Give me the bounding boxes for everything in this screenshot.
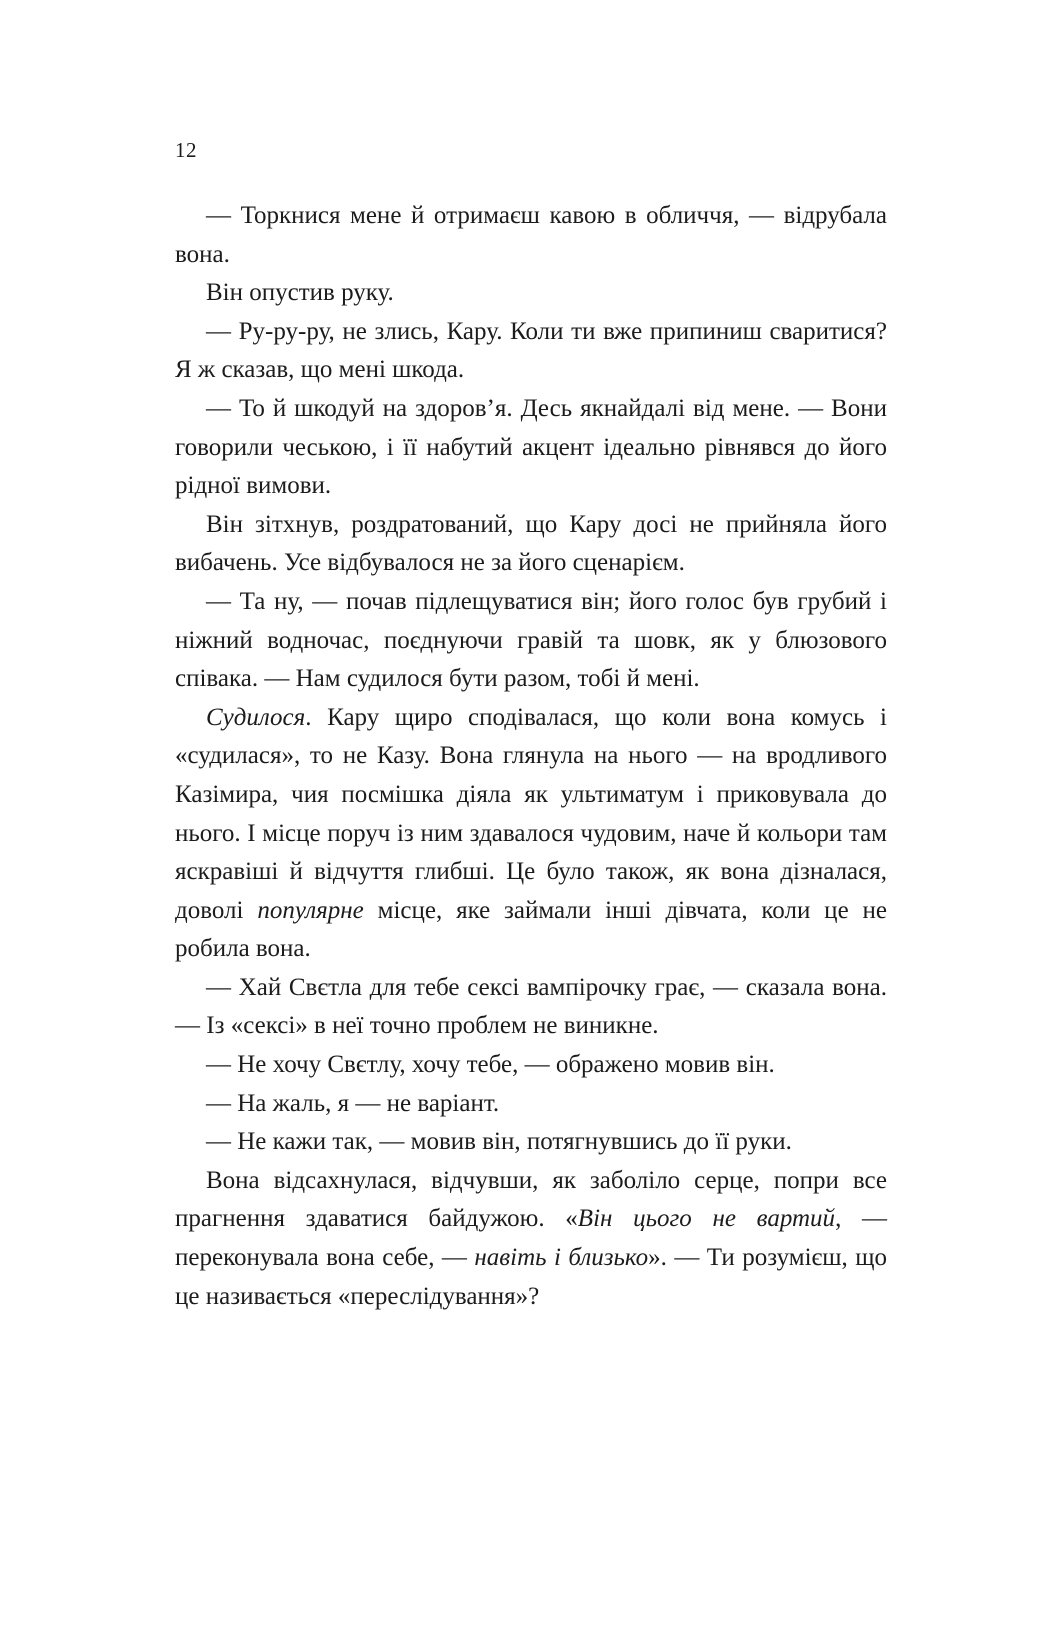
italic-text-run: Він цього не вартий <box>577 1205 836 1233</box>
italic-text-run: популярне <box>257 896 364 924</box>
page-number: 12 <box>175 138 197 162</box>
paragraph <box>175 313 887 390</box>
text-run: Він опустив руку. <box>206 279 394 307</box>
paragraph <box>175 1085 887 1124</box>
text-run: — Торкнися мене й отримаєш кавою в обличчя, — відрубала вона. <box>175 202 887 268</box>
text-run: . Кару щиро сподівалася, що коли вона комусь і «судилася», то не Казу. Вона глянула на нього — на вродливого Казімира, чия посмішка діяла як ультиматум і приковувала до нього. І місце поруч із ним здавалося чудовим, наче й кольори там яскравіші й відчуття глибші. Це було також, як вона дізналася, доволі <box>175 703 887 924</box>
paragraph <box>175 197 887 274</box>
text-run: — На жаль, я — не варіант. <box>206 1089 500 1117</box>
text-run: — Та ну, — почав підлещуватися він; його голос був грубий і ніжний водночас, поєднуючи гравій та шовк, як у блюзового співака. — Нам судилося бути разом, тобі й мені. <box>175 587 887 693</box>
text-run: — Не хочу Свєтлу, хочу тебе, — ображено мовив він. <box>206 1051 775 1079</box>
paragraph <box>175 699 887 969</box>
page-text <box>175 197 887 1316</box>
paragraph <box>175 969 887 1046</box>
text-run: Він зітхнув, роздратований, що Кару досі не прийняла його вибачень. Усе відбувалося не за його сценарієм. <box>175 510 887 577</box>
paragraph <box>175 583 887 699</box>
text-run: — Не кажи так, — мовив він, потягнувшись до її руки. <box>206 1128 792 1156</box>
text-run: Вона відсахнулася, відчувши, як заболіло серце, попри все прагнення здаватися байдужою. « <box>175 1166 887 1233</box>
text-run: — Ру-ру-ру, не злись, Кару. Коли ти вже припиниш сваритися? Я ж сказав, що мені шкода. <box>175 317 887 384</box>
text-run: ». — Ти розумієш, що це називається «переслідування»? <box>175 1244 887 1310</box>
paragraph <box>175 390 887 506</box>
italic-text-run: навіть і близько <box>474 1244 649 1272</box>
paragraph <box>175 506 887 583</box>
text-run: — То й шкодуй на здоров’я. Десь якнайдалі від мене. — Вони говорили чеською, і її набутий акцент ідеально рівнявся до його рідної вимови. <box>175 394 887 500</box>
italic-text-run: Судилося <box>206 703 306 731</box>
text-run: місце, яке займали інші дівчата, коли це не робила вона. <box>175 896 887 963</box>
paragraph <box>175 1162 887 1316</box>
paragraph <box>175 1123 887 1162</box>
paragraph <box>175 274 887 313</box>
paragraph <box>175 1046 887 1085</box>
text-run: — Хай Свєтла для тебе сексі вампірочку грає, — сказала вона. — Із «сексі» в неї точно проблем не виникне. <box>175 973 887 1040</box>
text-run: , — переконувала вона себе, — <box>175 1205 888 1272</box>
